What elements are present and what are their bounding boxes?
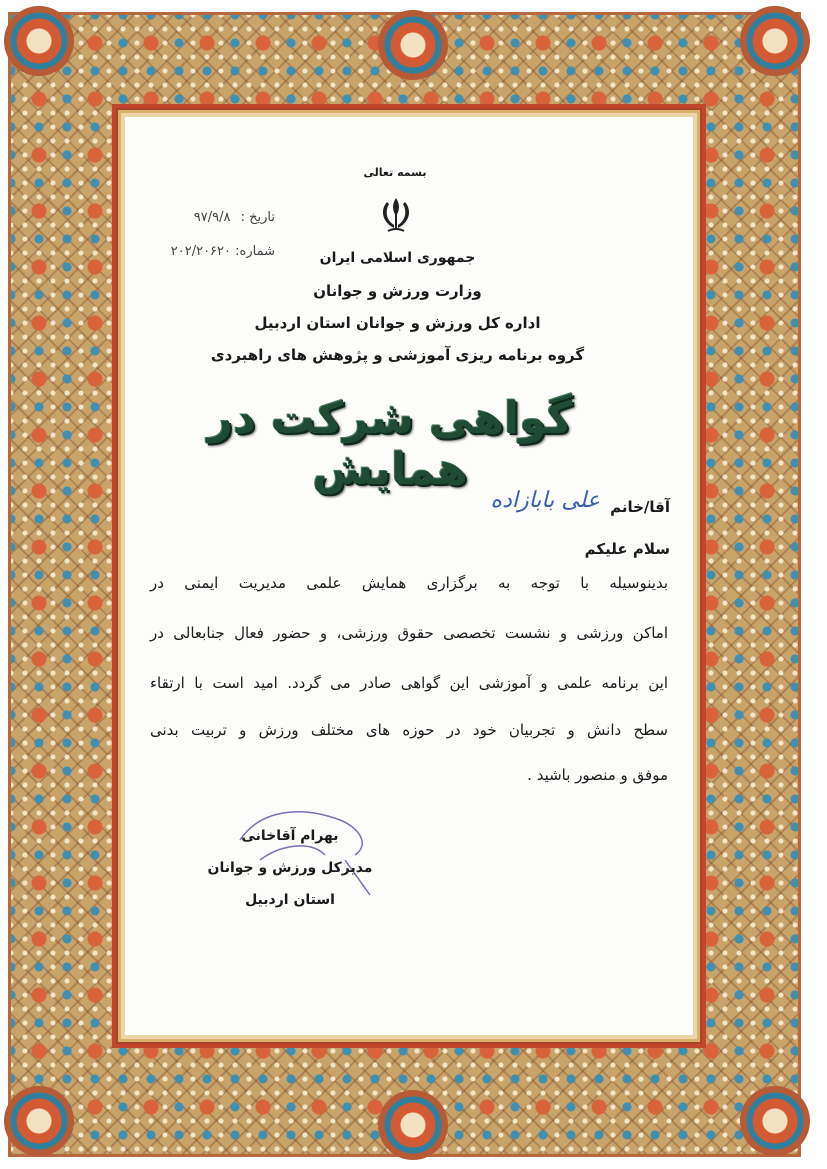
certificate-title: گواهی شرکت در همایش	[207, 393, 573, 495]
signatory-province: استان اردبیل	[245, 892, 335, 908]
body-line-3: این برنامه علمی و آموزشی این گواهی صادر می گردد. امید است با ارتقاء	[150, 674, 668, 692]
body-line-2: اماکن ورزشی و نشست تخصصی حقوق ورزشی، و حضور فعال جنابعالی در	[150, 624, 668, 642]
invocation-text: بسمه تعالی	[363, 166, 427, 179]
greeting-text: سلام علیکم	[584, 540, 670, 558]
emblem-icon	[376, 196, 416, 234]
corner-medallion	[740, 1086, 810, 1156]
body-line-4: سطح دانش و تجربیان خود در حوزه های مختلف ورزش و تربیت بدنی	[150, 721, 668, 739]
body-line-1: بدینوسیله با توجه به برگزاری همایش علمی مدیریت ایمنی در	[150, 574, 668, 592]
number-value: ۲۰۲/۲۰۶۲۰	[170, 244, 232, 259]
body-line-5: موفق و منصور باشید .	[527, 766, 668, 784]
salutation-label: آقا/خانم	[610, 498, 670, 516]
office-name: اداره کل ورزش و جوانان استان اردبیل	[254, 314, 541, 332]
ministry-name: وزارت ورزش و جوانان	[313, 282, 482, 300]
signature-icon	[220, 800, 380, 900]
date-value: ۹۷/۹/۸	[193, 210, 231, 225]
bottom-medallion	[378, 1090, 448, 1160]
date-row	[150, 210, 275, 225]
signatory-position: مدیرکل ورزش و جوانان	[207, 860, 373, 876]
top-medallion	[378, 10, 448, 80]
corner-medallion	[4, 6, 74, 76]
corner-medallion	[740, 6, 810, 76]
country-name: جمهوری اسلامی ایران	[319, 250, 476, 266]
recipient-name: علی بابازاده	[490, 488, 600, 513]
date-label: تاریخ :	[240, 210, 275, 225]
number-row	[150, 244, 275, 259]
group-name: گروه برنامه ریزی آموزشی و پژوهش های راهبردی	[210, 346, 585, 364]
number-label: شماره:	[235, 244, 275, 259]
signatory-name: بهرام آقاخانی	[241, 828, 339, 844]
corner-medallion	[4, 1086, 74, 1156]
